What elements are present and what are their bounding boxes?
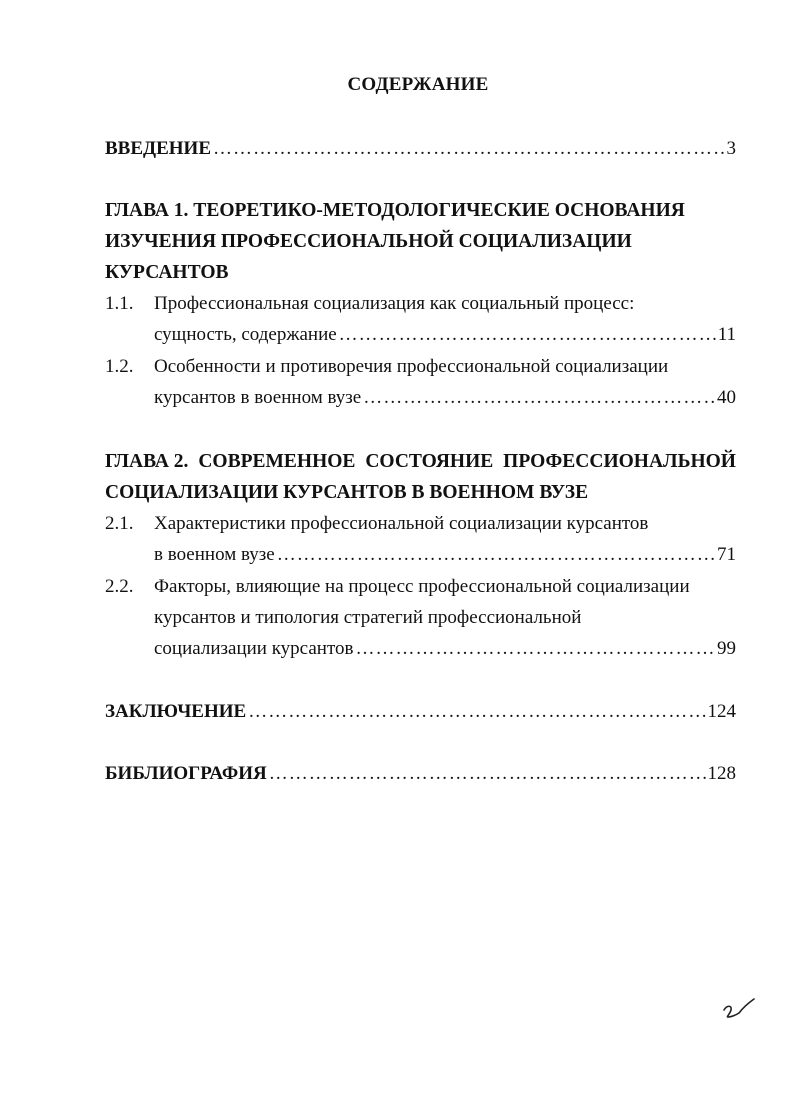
dot-leader xyxy=(339,323,716,347)
toc-label: ЗАКЛЮЧЕНИЕ xyxy=(105,701,247,722)
dot-leader xyxy=(248,700,705,724)
section-1-1-title-line-1: Профессиональная социализация как социальный процесс: xyxy=(154,293,635,314)
section-2-1-title-line-1: Характеристики профессиональной социализации курсантов xyxy=(154,513,649,534)
section-number: 2.2. xyxy=(105,576,134,597)
toc-entry-conclusion xyxy=(105,700,736,724)
toc-entry-section-2-1 xyxy=(154,543,736,567)
page-title: СОДЕРЖАНИЕ xyxy=(347,74,489,95)
toc-label: сущность, содержание xyxy=(154,324,337,345)
handwritten-mark-icon xyxy=(722,996,756,1020)
chapter-2-heading-line-1: ГЛАВА 2. СОВРЕМЕННОЕ СОСТОЯНИЕ ПРОФЕССИОНАЛЬНОЙ xyxy=(105,451,736,472)
toc-page-number: 40 xyxy=(717,387,736,408)
dot-leader xyxy=(269,762,706,786)
section-1-2-title-line-1: Особенности и противоречия профессиональной социализации xyxy=(154,356,669,377)
section-number: 1.1. xyxy=(105,293,134,314)
dot-leader xyxy=(363,386,715,410)
chapter-2-heading-line-2: СОЦИАЛИЗАЦИИ КУРСАНТОВ В ВОЕННОМ ВУЗЕ xyxy=(105,482,589,503)
toc-page-number: 128 xyxy=(707,763,736,784)
toc-entry-section-1-1 xyxy=(154,323,736,347)
chapter-1-heading-line-1: ГЛАВА 1. ТЕОРЕТИКО-МЕТОДОЛОГИЧЕСКИЕ ОСНОВАНИЯ xyxy=(105,200,685,221)
toc-entry-introduction xyxy=(105,137,736,161)
section-number: 2.1. xyxy=(105,513,134,534)
toc-page-number: 99 xyxy=(717,638,736,659)
section-2-2-title-line-1: Факторы, влияющие на процесс профессиональной социализации xyxy=(154,576,690,597)
dot-leader xyxy=(355,637,715,661)
toc-page-number: 124 xyxy=(707,701,736,722)
section-number: 1.2. xyxy=(105,356,134,377)
toc-page-number: 71 xyxy=(717,544,736,565)
toc-entry-section-2-2 xyxy=(154,637,736,661)
toc-label: БИБЛИОГРАФИЯ xyxy=(105,763,267,784)
toc-page-number: 3 xyxy=(726,138,736,159)
toc-entry-bibliography xyxy=(105,762,736,786)
toc-label: ВВЕДЕНИЕ xyxy=(105,138,211,159)
dot-leader xyxy=(277,543,715,567)
toc-label: в военном вузе xyxy=(154,544,275,565)
section-2-2-title-line-2: курсантов и типология стратегий профессиональной xyxy=(154,607,582,628)
toc-entry-section-1-2 xyxy=(154,386,736,410)
toc-label: социализации курсантов xyxy=(154,638,354,659)
toc-page-number: 11 xyxy=(717,324,736,345)
chapter-1-heading-line-2: ИЗУЧЕНИЯ ПРОФЕССИОНАЛЬНОЙ СОЦИАЛИЗАЦИИ xyxy=(105,231,632,252)
toc-label: курсантов в военном вузе xyxy=(154,387,362,408)
chapter-1-heading-line-3: КУРСАНТОВ xyxy=(105,262,229,283)
dot-leader xyxy=(213,137,725,161)
